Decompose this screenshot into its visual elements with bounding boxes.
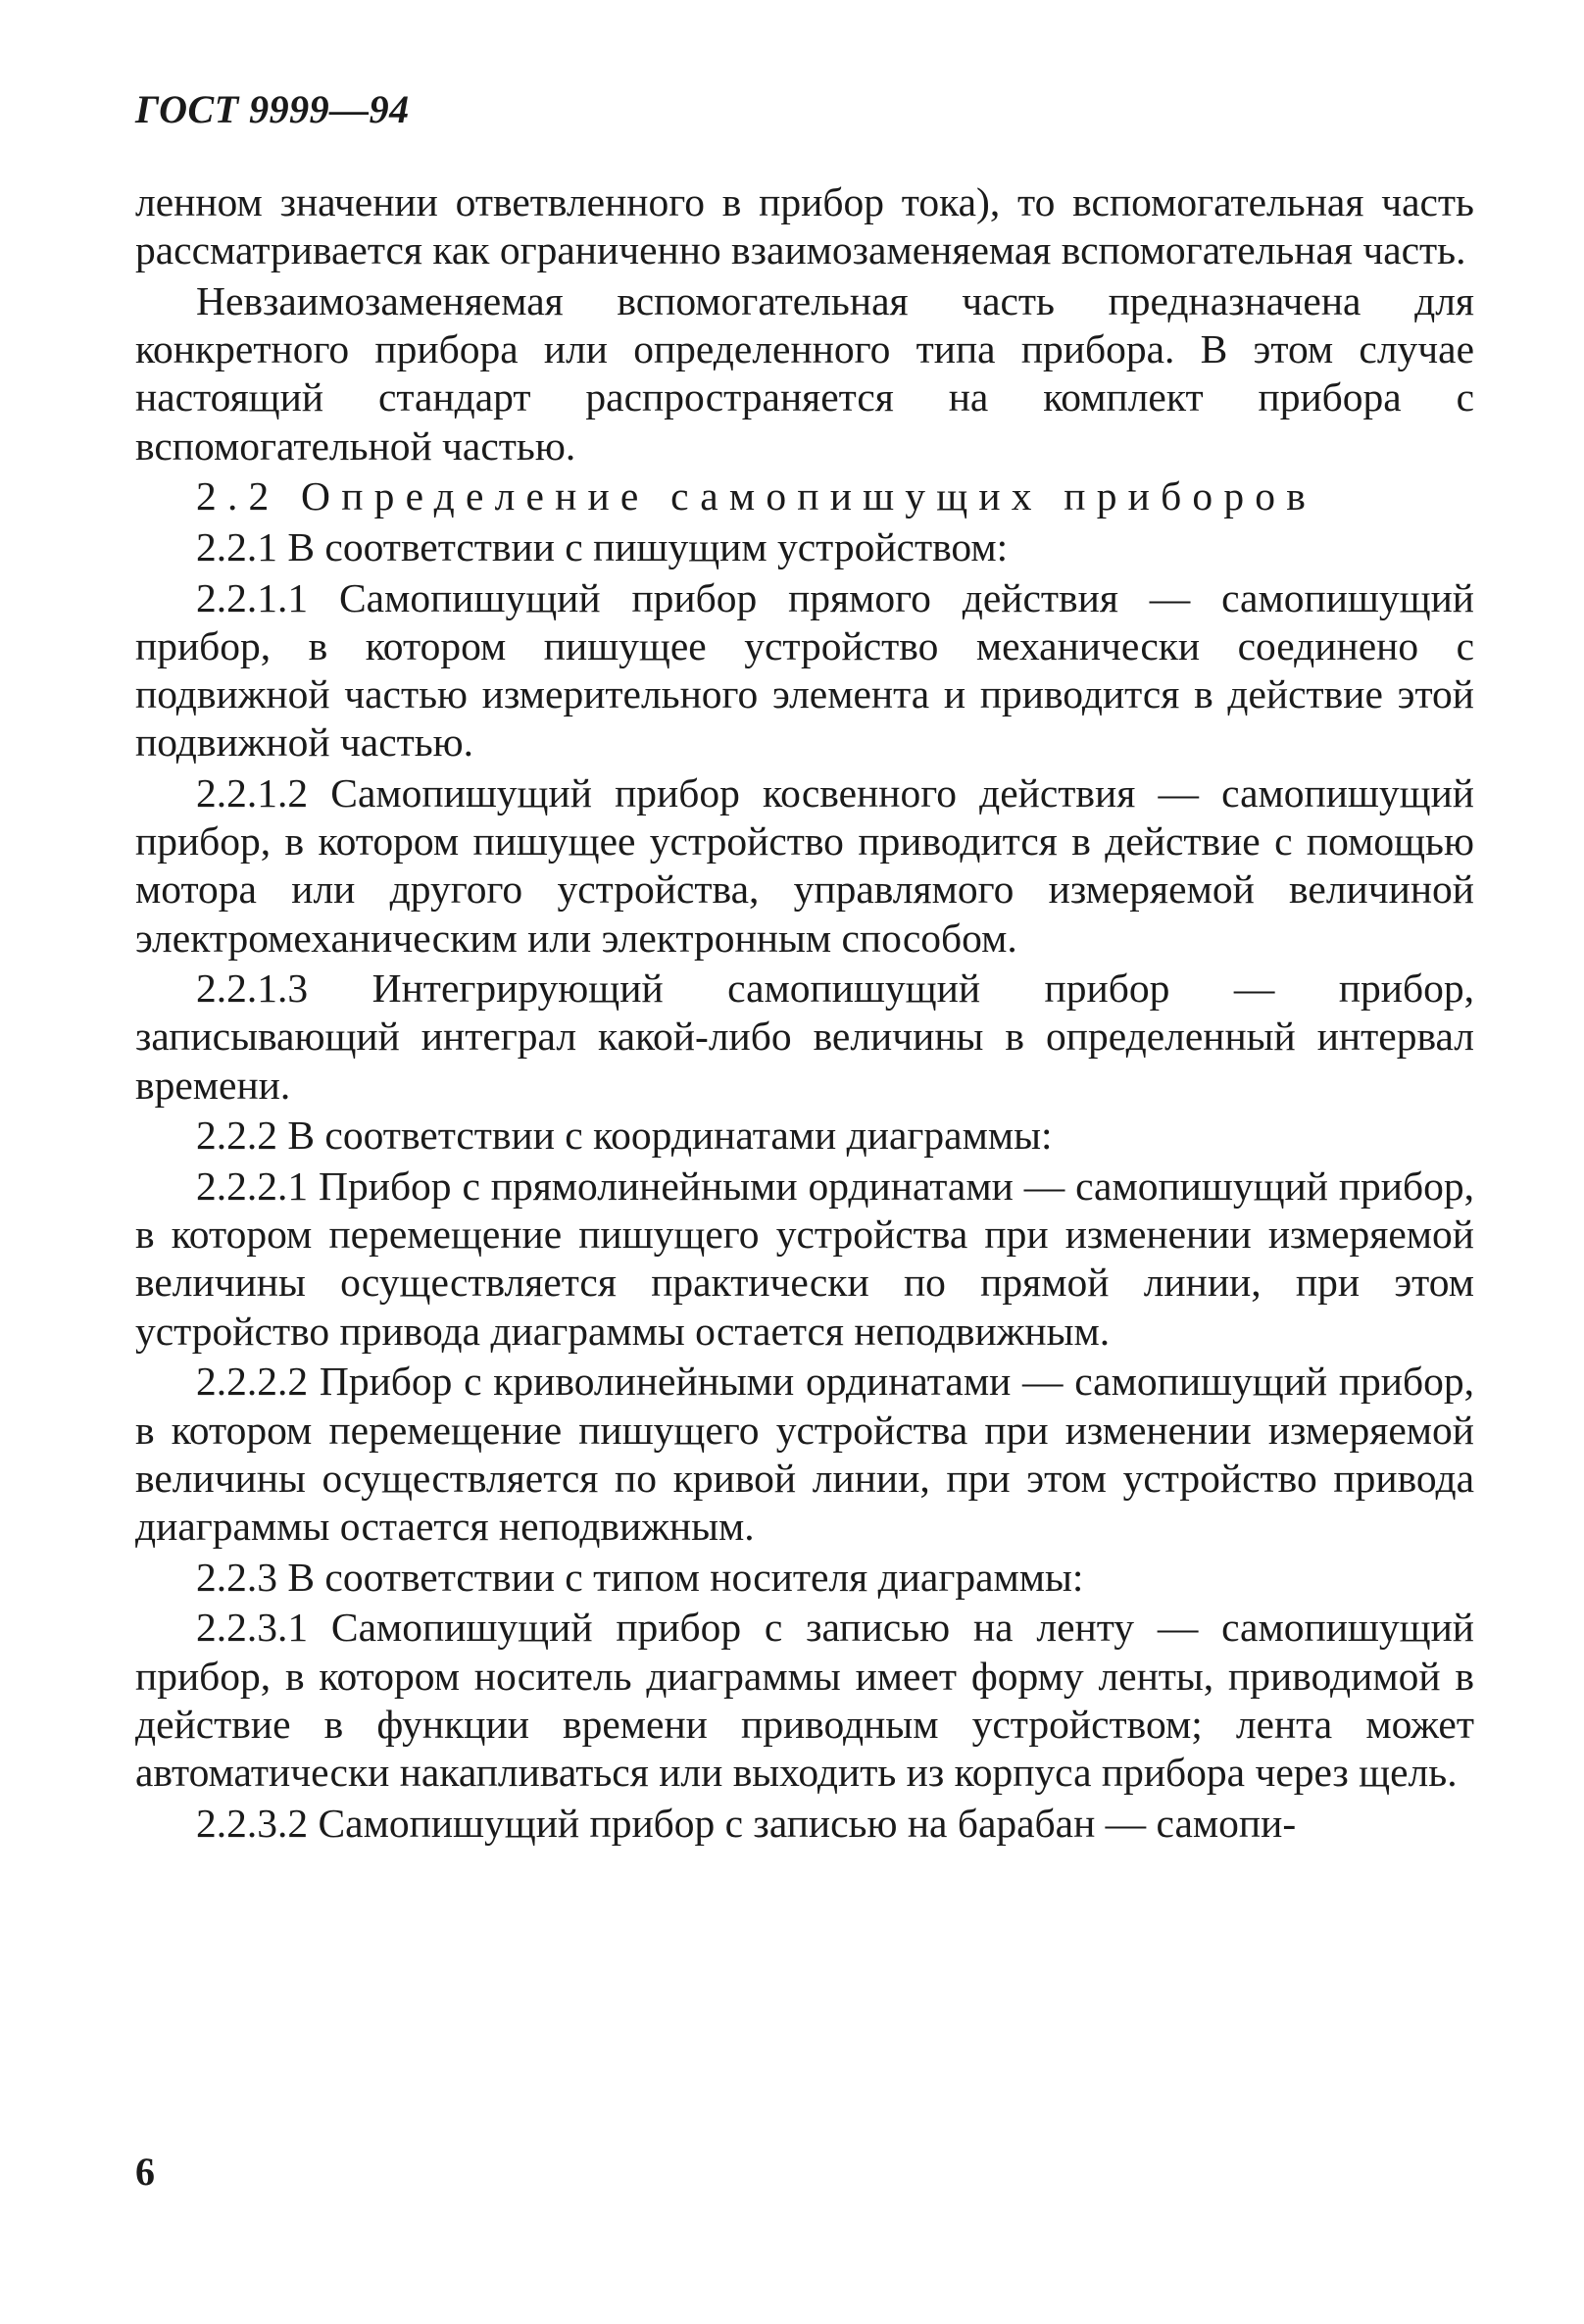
definition-paragraph: 2.2.1.2 Самопишущий прибор косвенного действия — самопишущий прибор, в котором пишущее устройство приводится в действие с помощью мотора или другого устройства, управлямого измеряемой величиной электромеханическим или электронным способом. — [135, 769, 1474, 961]
definition-paragraph: 2.2.3.2 Самопишущий прибор с записью на барабан — самопи- — [196, 1800, 1297, 1846]
section-heading — [135, 472, 1474, 520]
document-body — [135, 178, 1474, 1848]
document-header: ГОСТ 9999—94 — [135, 87, 410, 131]
definition-paragraph: 2.2.2.2 Прибор с криволинейными ординатами — самопишущий прибор, в котором перемещение пишущего устройства при изменении измеряемой величины осуществляется по кривой линии, при этом устройство привода диаграммы остается неподвижным. — [135, 1359, 1474, 1549]
definition-paragraph: 2.2.1.1 Самопишущий прибор прямого действия — самопишущий прибор, в котором пишущее устройство механически соединено с подвижной частью измерительного элемента и приводится в действие этой подвижной частью. — [135, 574, 1474, 766]
page-number: 6 — [135, 2150, 155, 2194]
definition-paragraph: 2.2.3.1 Самопишущий прибор с записью на ленту — самопишущий прибор, в котором носитель диаграммы имеет форму ленты, приводимой в действие в функции времени приводным устройством; лента может автоматически накапливаться или выходить из корпуса прибора через щель. — [135, 1605, 1474, 1795]
definition-paragraph: 2.2.2.1 Прибор с прямолинейными ординатами — самопишущий прибор, в котором перемещение пишущего устройства при изменении измеряемой величины осуществляется практически по прямой линии, при этом устройство привода диаграммы остается неподвижным. — [135, 1163, 1474, 1354]
subsection-heading: 2.2.3 В соответствии с типом носителя диаграммы: — [196, 1554, 1084, 1600]
definition-paragraph: 2.2.1.3 Интегрирующий самопишущий прибор — прибор, записывающий интеграл какой-либо величины в определенный интервал времени. — [135, 965, 1474, 1108]
subsection-heading: 2.2.1 В соответствии с пишущим устройством: — [196, 523, 1009, 569]
section-heading-text: 2.2 Определение самопишущих приборов — [196, 473, 1317, 519]
paragraph: Невзаимозаменяемая вспомогательная часть предназначена для конкретного прибора или определенного типа прибора. В этом случае настоящий стандарт распространяется на комплект прибора с вспомогательной частью. — [135, 277, 1474, 469]
subsection-heading: 2.2.2 В соответствии с координатами диаграммы: — [196, 1113, 1053, 1159]
paragraph-continuation: ленном значении ответвленного в прибор тока), то вспомогательная часть рассматривается как ограниченно взаимозаменяемая вспомогательная часть. — [135, 179, 1474, 273]
